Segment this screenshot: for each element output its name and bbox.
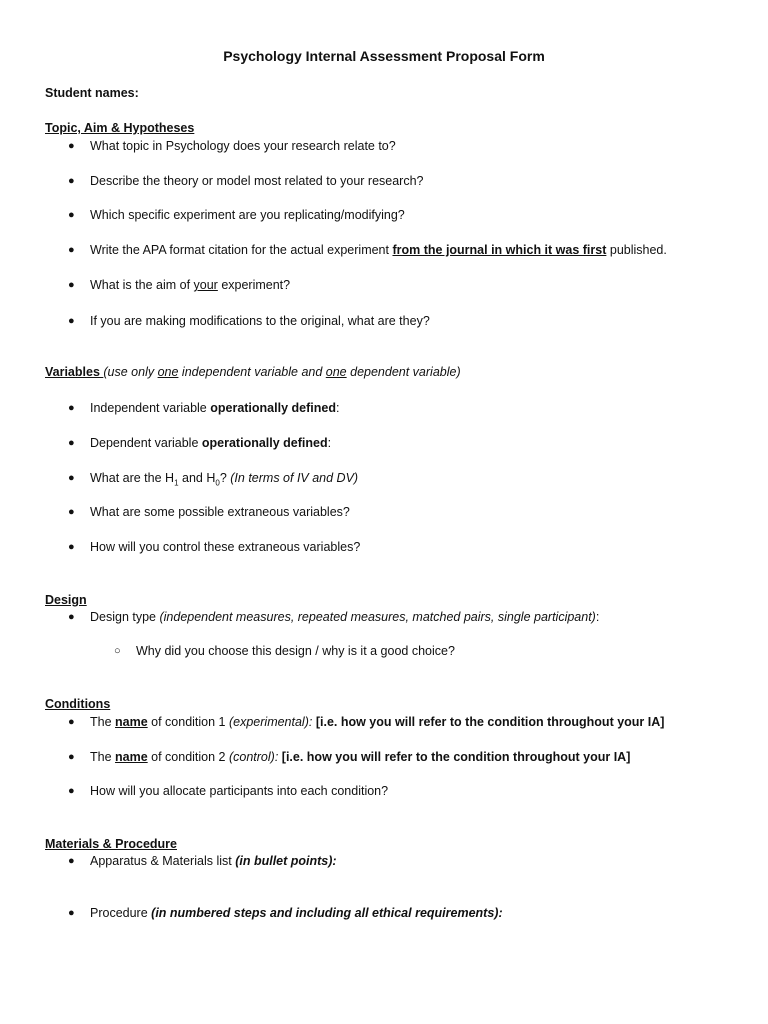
- topic-question-1: What topic in Psychology does your research relate to?: [90, 139, 396, 153]
- variables-note-one-b: one: [325, 365, 347, 379]
- iv-suffix: :: [335, 401, 340, 415]
- bullet-icon: ●: [68, 855, 75, 867]
- conditions-question-3: How will you allocate participants into each condition?: [90, 784, 389, 798]
- design-subquestion-1: Why did you choose this design / why is it a good choice?: [136, 644, 455, 658]
- procedure-prefix: Procedure: [90, 906, 152, 920]
- design-heading: Design: [45, 593, 87, 607]
- document-title: Psychology Internal Assessment Proposal Form: [223, 48, 545, 64]
- iv-prefix: Independent variable: [90, 401, 211, 415]
- topic-question-2: Describe the theory or model most related to your research?: [90, 174, 424, 188]
- bullet-icon: ●: [68, 402, 75, 414]
- materials-heading: Materials & Procedure: [45, 837, 177, 851]
- topic-question-5: [90, 277, 290, 293]
- bullet-icon: ●: [68, 716, 75, 728]
- bullet-icon: ●: [68, 472, 75, 484]
- bullet-icon: ●: [68, 140, 75, 152]
- bullet-icon: ●: [68, 437, 75, 449]
- c1-bold: [i.e. how you will refer to the condition throughout your IA]: [312, 715, 665, 729]
- bullet-icon: ●: [68, 279, 75, 291]
- variables-note-2: independent variable and: [178, 365, 326, 379]
- bullet-icon: ●: [68, 751, 75, 763]
- topic-heading: Topic, Aim & Hypotheses: [45, 121, 195, 135]
- variables-question-2: [90, 435, 331, 451]
- q4-prefix: Write the APA format citation for the actual experiment: [90, 243, 393, 257]
- bullet-icon: ●: [68, 907, 75, 919]
- design-suffix: :: [595, 610, 600, 624]
- topic-question-4: [90, 242, 667, 258]
- design-italic: (independent measures, repeated measures, matched pairs, single participant): [159, 610, 596, 624]
- materials-prefix: Apparatus & Materials list: [90, 854, 236, 868]
- variables-question-1: [90, 400, 339, 416]
- student-names-label: Student names:: [45, 86, 139, 100]
- c2-bold: [i.e. how you will refer to the condition throughout your IA]: [278, 750, 631, 764]
- topic-question-6: If you are making modifications to the original, what are they?: [90, 314, 430, 328]
- topic-question-3: Which specific experiment are you replicating/modifying?: [90, 208, 405, 222]
- bullet-icon: ●: [68, 506, 75, 518]
- c2-mid: of condition 2: [147, 750, 229, 764]
- bullet-icon: ●: [68, 315, 75, 327]
- procedure-bold-italic: (in numbered steps and including all ethical requirements):: [151, 906, 503, 920]
- bullet-icon: ●: [68, 541, 75, 553]
- h-question-mark: ?: [219, 471, 231, 485]
- h1-subscript: 1: [174, 478, 179, 488]
- h-mid: and H: [178, 471, 216, 485]
- variables-question-4: What are some possible extraneous variables?: [90, 505, 350, 519]
- c1-name: name: [115, 715, 148, 729]
- bullet-icon: ●: [68, 244, 75, 256]
- c1-prefix: The: [90, 715, 116, 729]
- variables-question-5: How will you control these extraneous variables?: [90, 540, 361, 554]
- h-italic: (In terms of IV and DV): [230, 471, 359, 485]
- bullet-icon: ●: [68, 209, 75, 221]
- procedure-question: [90, 905, 503, 921]
- dv-prefix: Dependent variable: [90, 436, 202, 450]
- c2-name: name: [115, 750, 148, 764]
- design-question-1: [90, 609, 599, 625]
- condition-2: [90, 749, 630, 765]
- variables-note-one-a: one: [157, 365, 179, 379]
- c2-italic: (control):: [228, 750, 279, 764]
- h-prefix: What are the H: [90, 471, 175, 485]
- iv-bold: operationally defined: [210, 401, 336, 415]
- q5-suffix: experiment?: [217, 278, 291, 292]
- variables-question-3: [90, 470, 358, 486]
- materials-question-1: [90, 853, 337, 869]
- dv-bold: operationally defined: [201, 436, 328, 450]
- variables-heading: Variables: [45, 365, 104, 379]
- materials-bold-italic: (in bullet points):: [235, 854, 337, 868]
- c2-prefix: The: [90, 750, 116, 764]
- bullet-icon: ●: [68, 175, 75, 187]
- q4-emphasis: from the journal in which it was first: [392, 243, 607, 257]
- condition-1: [90, 714, 664, 730]
- design-prefix: Design type: [90, 610, 160, 624]
- h0-subscript: 0: [215, 478, 220, 488]
- sub-bullet-icon: ○: [114, 645, 121, 657]
- q5-emphasis: your: [193, 278, 218, 292]
- conditions-heading: Conditions: [45, 697, 111, 711]
- variables-note-1: (use only: [103, 365, 158, 379]
- q4-suffix: published.: [606, 243, 667, 257]
- variables-note-3: dependent variable): [346, 365, 461, 379]
- bullet-icon: ●: [68, 785, 75, 797]
- c1-italic: (experimental):: [228, 715, 313, 729]
- c1-mid: of condition 1: [147, 715, 229, 729]
- dv-suffix: :: [327, 436, 332, 450]
- q5-prefix: What is the aim of: [90, 278, 194, 292]
- bullet-icon: ●: [68, 611, 75, 623]
- variables-heading-line: [45, 364, 461, 380]
